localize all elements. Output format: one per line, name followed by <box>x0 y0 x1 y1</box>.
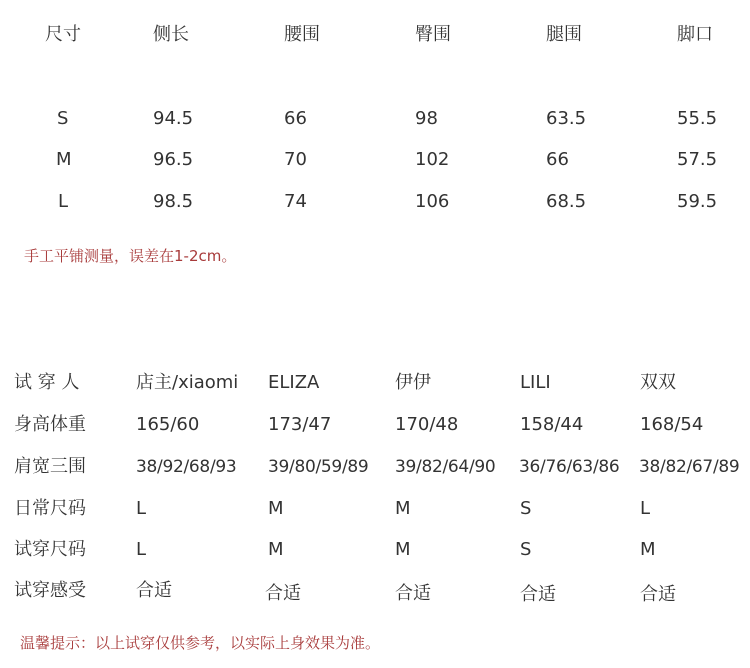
fit-cell: M <box>395 539 411 560</box>
fit-cell: 合适 <box>136 580 172 601</box>
fit-row-label: 试 穿 人 <box>14 372 80 393</box>
size-cell: 94.5 <box>153 108 194 129</box>
size-header-hip: 臀围 <box>415 24 451 45</box>
fit-cell: 38/92/68/93 <box>136 457 237 477</box>
fit-cell: 双双 <box>640 372 676 393</box>
fit-cell: S <box>520 539 532 560</box>
size-cell: S <box>57 108 69 129</box>
fit-cell: 38/82/67/89 <box>639 457 740 477</box>
fit-cell: 168/54 <box>640 414 704 435</box>
fit-row-label: 试穿感受 <box>14 580 86 601</box>
size-header-thigh: 腿围 <box>546 24 582 45</box>
fit-cell: L <box>136 539 147 560</box>
fit-cell: M <box>268 498 284 519</box>
fit-cell: 39/82/64/90 <box>395 457 496 477</box>
fit-cell: M <box>268 539 284 560</box>
fit-cell: 173/47 <box>268 414 332 435</box>
fit-cell: L <box>640 498 651 519</box>
fit-cell: 合适 <box>265 583 301 604</box>
fit-cell: 伊伊 <box>395 372 431 393</box>
size-cell: 74 <box>284 191 307 212</box>
size-header-side-length: 侧长 <box>153 24 189 45</box>
size-header-size: 尺寸 <box>45 24 81 45</box>
size-header-hem: 脚口 <box>677 24 713 45</box>
fit-row-label: 肩宽三围 <box>14 456 86 477</box>
size-cell: 96.5 <box>153 149 194 170</box>
size-cell: M <box>56 149 72 170</box>
size-cell: 106 <box>415 191 450 212</box>
size-cell: 63.5 <box>546 108 587 129</box>
fit-cell: 36/76/63/86 <box>519 457 620 477</box>
fit-cell: M <box>395 498 411 519</box>
fitting-disclaimer: 温馨提示：以上试穿仅供参考，以实际上身效果为准。 <box>20 634 381 652</box>
size-cell: 102 <box>415 149 450 170</box>
size-cell: 98 <box>415 108 438 129</box>
fit-cell: LILI <box>520 372 551 393</box>
fit-cell: ELIZA <box>268 372 320 393</box>
fit-cell: 合适 <box>395 583 431 604</box>
size-cell: 66 <box>284 108 307 129</box>
size-cell: 66 <box>546 149 569 170</box>
size-header-waist: 腰围 <box>284 24 320 45</box>
fit-row-label: 日常尺码 <box>14 498 86 519</box>
fit-cell: 店主/xiaomi <box>136 372 239 393</box>
size-cell: 68.5 <box>546 191 587 212</box>
fit-cell: S <box>520 498 532 519</box>
fit-cell: M <box>640 539 656 560</box>
fit-cell: 39/80/59/89 <box>268 457 369 477</box>
fit-cell: 合适 <box>520 584 556 605</box>
fit-cell: L <box>136 498 147 519</box>
fit-row-label: 身高体重 <box>14 414 86 435</box>
fit-cell: 158/44 <box>520 414 584 435</box>
measurement-note: 手工平铺测量，误差在1-2cm。 <box>24 247 237 265</box>
fit-cell: 170/48 <box>395 414 459 435</box>
size-cell: 59.5 <box>677 191 718 212</box>
size-cell: 55.5 <box>677 108 718 129</box>
size-cell: 98.5 <box>153 191 194 212</box>
size-cell: 57.5 <box>677 149 718 170</box>
fit-row-label: 试穿尺码 <box>14 539 86 560</box>
fit-cell: 合适 <box>640 584 676 605</box>
fit-cell: 165/60 <box>136 414 200 435</box>
size-cell: 70 <box>284 149 307 170</box>
size-cell: L <box>58 191 69 212</box>
